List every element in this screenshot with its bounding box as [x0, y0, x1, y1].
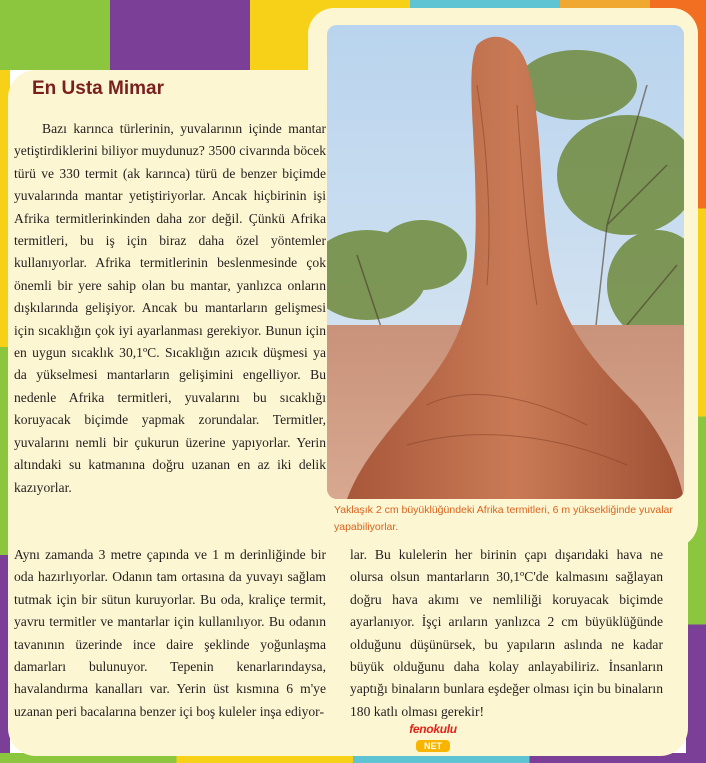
article-title: En Usta Mimar	[32, 78, 164, 99]
fenokulu-logo	[406, 722, 460, 756]
photo-caption: Yaklaşık 2 cm büyüklüğündeki Afrika termitleri, 6 m yüksekliğinde yuvalar yapabiliyorlar.	[334, 504, 673, 533]
article-paragraph-3: lar. Bu kulelerin her birinin çapı dışarıdaki hava ne olursa olsun mantarların 30,1ºC'de kalmasını sağlayan doğru hava akımı ve nemliliği koruyacak biçimde ayarlanıyor. İşçi arıların yanlızca 2 cm büyüklüğünde olduğunu düşünürsek, bu yapıların aslında ne kadar büyük olduğunu daha kolay anlayabiliriz. İnsanların yaptığı binaların bunlara eşdeğer olması için bu binaların 180 katlı olması gerekir!	[350, 547, 663, 719]
logo-text: fenokulu	[409, 722, 457, 736]
top-stripe-green	[0, 0, 110, 70]
article-paragraph-1: Bazı karınca türlerinin, yuvalarının içinde mantar yetiştirdiklerini biliyor muydunuz? 3500 civarında böcek türü ve 330 termit (ak karınca) türü de benzer biçimde yuvalarında mantar yetiştiriyorlar. Ancak hiçbirinin işi Afrika termitlerinkinden daha zor değil. Çünkü Afrika termitleri, bu iş için biraz daha özel yöntemler kullanıyorlar. Afrika termitlerinin beslenmesinde çok önemli bir yere sahip olan bu mantar, yanlızca onların dışkılarında gelişiyor. Ancak bu mantarların gelişmesi için sıcaklığın çok iyi ayarlanması gerekiyor. Bunun için en uygun sıcaklık 30,1ºC. Sıcaklığın azıcık düşmesi ya da yükselmesi mantarların gelişimini engelliyor. Bu nedenle Afrika termitleri, yuvalarını bu sıcaklığı koruyacak biçimde yapmak zorundalar. Termitler, yuvalarını nemli bir çukurun üzerine yapıyorlar. Yerin altındaki su katmanına doğru uzanan en az iki delik kazıyorlar.	[14, 121, 326, 495]
article-paragraph-2: Aynı zamanda 3 metre çapında ve 1 m derinliğinde bir oda hazırlıyorlar. Odanın tam ortasına da yuvayı sağlam tutmak için bir sütun kuruyorlar. Bu oda, kraliçe termit, yavru termitler ve mantarlar için kullanılıyor. Bu odanın tavanının üzerinde ince daire şeklinde yoğunlaşma damarları bulunuyor. Tepenin kenarlarındaysa, havalandırma kanalları var. Yerin üst kısmına 6 m'ye uzanan peri bacalarına benzer içi boş kuleler inşa ediyor-	[14, 547, 326, 719]
termite-mound-illustration	[327, 25, 684, 499]
termite-mound-photo	[327, 25, 684, 499]
top-stripe-purple	[110, 0, 250, 70]
logo-net-badge: NET	[416, 740, 450, 752]
